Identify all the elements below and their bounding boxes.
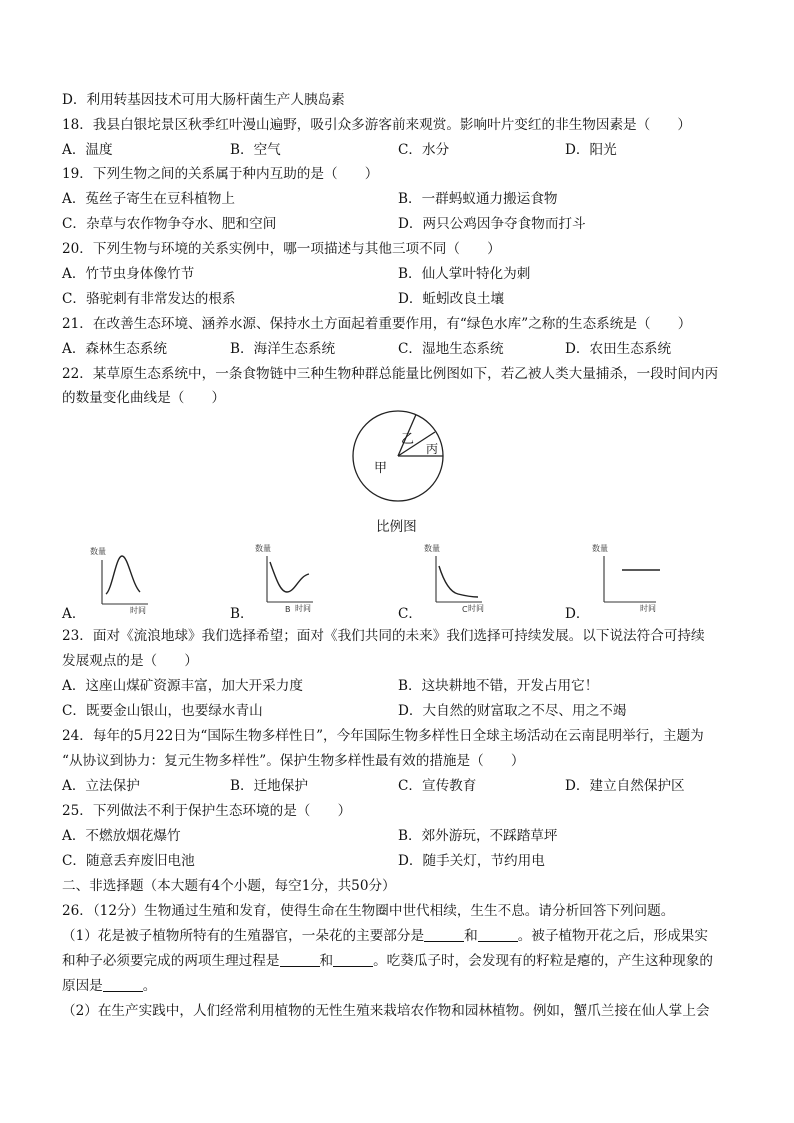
answer-blank-1[interactable] (424, 927, 464, 942)
graph-b-y-label: 数量 (255, 544, 271, 553)
q26-stem: 26．（12分）生物通过生殖和发育，使得生命在生物圈中世代相续，生生不息。请分析回答下列问题。 (62, 903, 675, 919)
q26-p1-text-g: 原因是 (62, 978, 103, 994)
q20-option-b: B．仙人掌叶特化为刺 (398, 266, 531, 282)
q23-stem-line2: 发展观点的是（ ） (62, 653, 198, 669)
q20-option-a: A．竹节虫身体像竹节 (62, 266, 195, 282)
q23-option-a: A．这座山煤矿资源丰富，加大开采力度 (62, 678, 303, 694)
q21-option-a: A．森林生态系统 (62, 341, 167, 357)
q25-option-c: C．随意丢弃废旧电池 (62, 853, 195, 869)
q23-option-d: D．大自然的财富取之不尽、用之不竭 (398, 703, 627, 719)
q26-part1-line1 (62, 926, 708, 946)
q26-part1-line2 (62, 951, 713, 971)
graph-c (424, 542, 488, 614)
q25-option-a: A．不燃放烟花爆竹 (62, 828, 181, 844)
q22-option-a: A． (62, 606, 86, 622)
pie-label-bing: 丙 (426, 442, 439, 456)
q26-p1-text-e: 和 (319, 953, 334, 969)
q26-p1-text-h: 。 (142, 978, 157, 994)
q22-stem-line2: 的数量变化曲线是（ ） (62, 390, 226, 406)
q24-stem-line2: “从协议到协力：复元生物多样性”。保护生物多样性最有效的措施是（ ） (62, 753, 525, 769)
q20-option-d: D．蚯蚓改良土壤 (398, 291, 505, 307)
q26-part1-line3 (62, 976, 156, 996)
q26-p1-text-f: 。吃葵瓜子时，会发现有的籽粒是瘪的，产生这种现象的 (373, 953, 713, 969)
q21-option-c: C．湿地生态系统 (398, 341, 504, 357)
q18-option-b: B．空气 (230, 142, 281, 158)
q26-p1-text-c: 。被子植物开花之后，形成果实 (517, 928, 708, 944)
q24-stem-line1: 24．每年的5月22日为“国际生物多样性日”，今年国际生物多样性日全球主场活动在云南昆明举行，主题为 (62, 728, 704, 744)
q20-option-c: C．骆驼刺有非常发达的根系 (62, 291, 236, 307)
q23-stem-line1: 23．面对《流浪地球》我们选择希望；面对《我们共同的未来》我们选择可持续发展。以下说法符合可持续 (62, 628, 705, 644)
graph-c-x-label: 时间 (468, 604, 484, 613)
pie-caption: 比例图 (376, 519, 417, 535)
graph-a-y-label: 数量 (90, 547, 106, 556)
q18-stem: 18．我县白银坨景区秋季红叶漫山遍野，吸引众多游客前来观赏。影响叶片变红的非生物因素是（ ） (62, 117, 692, 133)
q22-option-b: B． (230, 606, 254, 622)
q19-option-d: D．两只公鸡因争夺食物而打斗 (398, 216, 586, 232)
q19-stem: 19．下列生物之间的关系属于种内互助的是（ ） (62, 166, 379, 182)
q18-option-a: A．温度 (62, 142, 113, 158)
q18-option-c: C．水分 (398, 142, 450, 158)
graph-b-letter: B (285, 605, 291, 614)
q21-stem: 21．在改善生态环境、涵养水源、保持水土方面起着重要作用，有“绿色水库”之称的生态系统是（ ） (62, 316, 692, 332)
q18-option-d: D．阳光 (565, 142, 617, 158)
q22-option-d: D． (565, 606, 590, 622)
q25-option-d: D．随手关灯，节约用电 (398, 853, 545, 869)
q24-option-c: C．宣传教育 (398, 778, 477, 794)
q23-option-b: B．这块耕地不错，开发占用它！ (398, 678, 599, 694)
answer-blank-4[interactable] (333, 952, 373, 967)
answer-blank-3[interactable] (280, 952, 320, 967)
q25-option-b: B．郊外游玩，不踩踏草坪 (398, 828, 558, 844)
q25-stem: 25．下列做法不利于保护生态环境的是（ ） (62, 803, 352, 819)
graph-a-x-label: 时间 (130, 606, 146, 614)
q22-option-c: C． (398, 606, 422, 622)
pie-label-jia: 甲 (374, 461, 388, 476)
q20-stem: 20．下列生物与环境的关系实例中，哪一项描述与其他三项不同（ ） (62, 241, 501, 257)
graph-b (255, 542, 319, 614)
q26-p1-text-d: 和种子必须要完成的两项生理过程是 (62, 953, 280, 969)
q26-p1-text-a: （1）花是被子植物所特有的生殖器官，一朵花的主要部分是 (62, 928, 425, 944)
q26-p1-text-b: 和 (464, 928, 478, 944)
energy-ratio-pie (350, 408, 450, 508)
q24-option-b: B．迁地保护 (230, 778, 308, 794)
q22-stem-line1: 22．某草原生态系统中，一条食物链中三种生物种群总能量比例图如下，若乙被人类大量捕杀，一段时间内丙 (62, 366, 719, 382)
q21-option-b: B．海洋生态系统 (230, 341, 336, 357)
q21-option-d: D．农田生态系统 (565, 341, 672, 357)
pie-label-yi: 乙 (401, 432, 415, 447)
q26-part2-line1: （2）在生产实践中，人们经常利用植物的无性生殖来栽培农作物和园林植物。例如，蟹爪兰接在仙人掌上会 (62, 1003, 710, 1019)
graph-d (592, 542, 662, 614)
q24-option-d: D．建立自然保护区 (565, 778, 685, 794)
answer-blank-5[interactable] (103, 977, 143, 992)
section-heading: 二、非选择题（本大题有4个小题，每空1分，共50分） (62, 878, 396, 894)
graph-d-x-label: 时间 (640, 604, 656, 613)
q23-option-c: C．既要金山银山，也要绿水青山 (62, 703, 263, 719)
q19-option-c: C．杂草与农作物争夺水、肥和空间 (62, 216, 277, 232)
q17-option-d: D．利用转基因技术可用大肠杆菌生产人胰岛素 (62, 92, 345, 108)
graph-b-x-label: 时间 (295, 604, 311, 613)
graph-d-y-label: 数量 (592, 544, 608, 553)
q19-option-b: B．一群蚂蚁通力搬运食物 (398, 191, 558, 207)
q19-option-a: A．菟丝子寄生在豆科植物上 (62, 191, 235, 207)
graph-a (90, 546, 154, 614)
answer-blank-2[interactable] (478, 927, 518, 942)
q24-option-a: A．立法保护 (62, 778, 140, 794)
graph-c-letter: C (462, 605, 468, 614)
graph-c-y-label: 数量 (424, 544, 440, 553)
